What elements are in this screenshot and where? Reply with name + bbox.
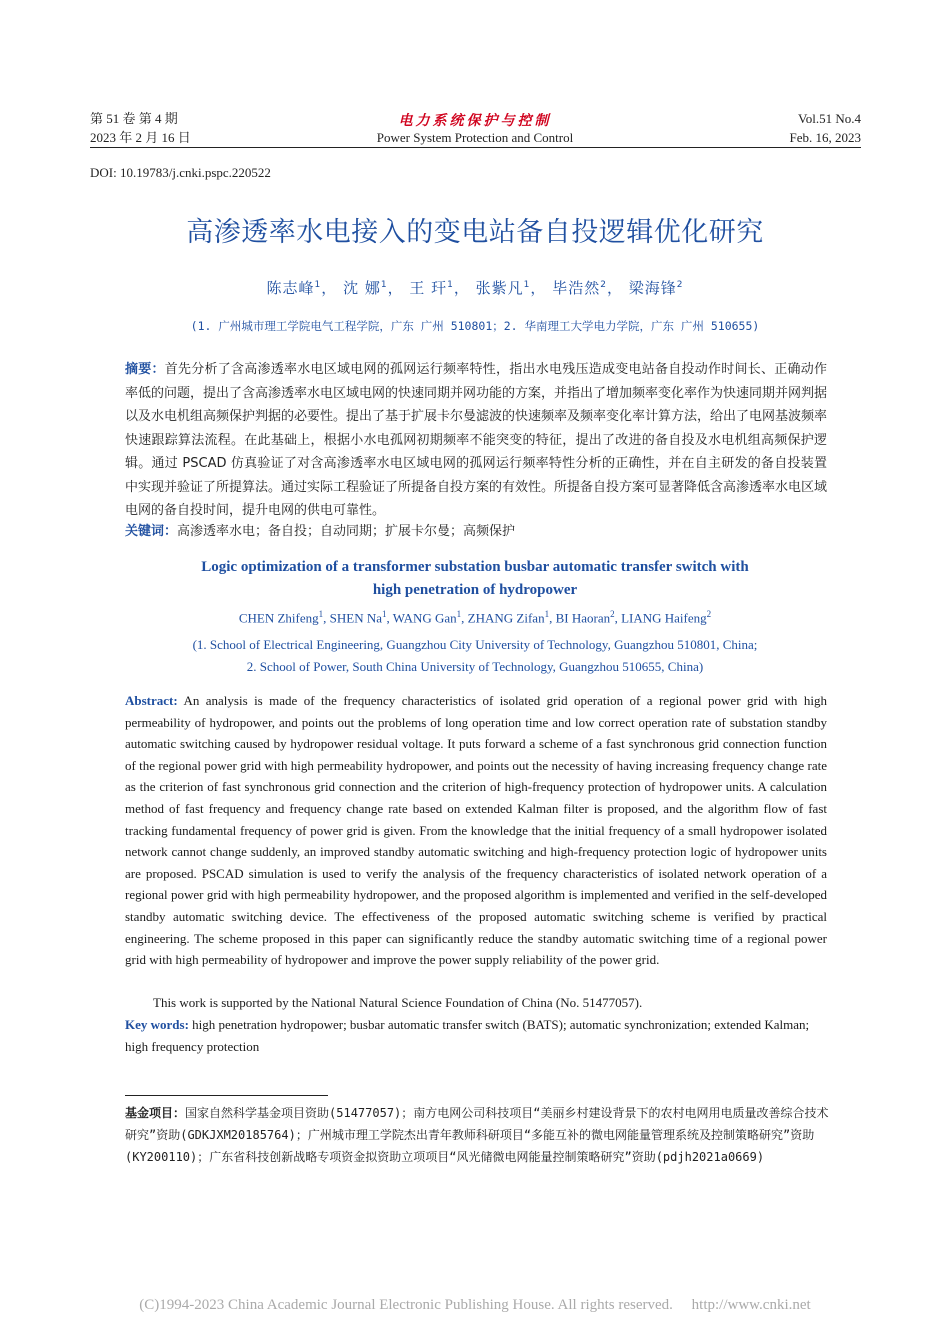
author-en: WANG Gan — [392, 610, 457, 626]
abstract-cn-text: 首先分析了含高渗透率水电区域电网的孤网运行频率特性，指出水电残压造成变电站备自投动作时间长、正确动作率低的问题，提出了含高渗透率水电区域电网的快速同期并网功能的方案，并指出了增加频率变化率作为快速同期并网判据以及水电机组高频保护判据的必要性。提出了基于扩展卡尔曼滤波的快速频率及频率变化率计算方法，给出了电网基波频率快速跟踪算法流程。在此基础上，根据小水电孤网初期频率不能突变的特征，提出了改进的备自投及水电机组高频保护逻辑。通过 PSCAD 仿真验证了对含高渗透率水电区域电网的孤网运行频率特性分析的正确性，并在自主研发的备自投装置中实现并验证了所提算法。通过实际工程验证了所提备自投方案的有效性。所提备自投方案可显著降低含高渗透率水电区域电网的备自投时间，提升电网的供电可靠性。 — [125, 362, 828, 518]
author-en: SHEN Na — [329, 610, 382, 626]
abstract-en — [125, 690, 827, 971]
keywords-en-text: high penetration hydropower; busbar automatic transfer switch (BATS); automatic synchronization; extended Kalman; high frequency protection — [125, 1017, 810, 1054]
funding-footnote-text: 国家自然科学基金项目资助(51477057)；南方电网公司科技项目“美丽乡村建设背景下的农村电网用电质量改善综合技术研究”资助(GDKJXM20185764)；广州城市理工学院杰出青年教师科研项目“多能互补的微电网能量管理系统及控制策略研究”资助(KY200110)；广东省科技创新战略专项资金拟资助立项项目“风光储微电网能量控制策略研究”资助(pdjh2021a0669) — [125, 1106, 829, 1164]
author-cn: 毕浩然 — [552, 279, 601, 297]
author-en: LIANG Haifeng — [621, 610, 707, 626]
paper-title-en-line1: Logic optimization of a transformer substation busbar automatic transfer switch with — [201, 559, 749, 575]
funding-statement-en: This work is supported by the National Natural Science Foundation of China (No. 51477057). — [153, 995, 643, 1010]
abstract-en-label: Abstract: — [125, 693, 178, 708]
abstract-cn — [125, 358, 827, 523]
footnote-rule — [125, 1095, 328, 1096]
header-date-cn: 2023 年 2 月 16 日 — [90, 130, 191, 145]
journal-name-cn: 电力系统保护与控制 — [398, 113, 552, 129]
paper-title-en — [0, 556, 950, 601]
author-list-en: CHEN Zhifeng$^1$, SHEN Na$^1$, WANG Gan$^1$, ZHANG Zifan$^1$, BI Haoran$^2$, LIANG Haifeng$^2$ — [238, 609, 712, 626]
funding-footnote — [125, 1102, 830, 1168]
affiliation-en — [0, 634, 950, 678]
affiliation-en-line1: (1. School of Electrical Engineering, Guangzhou City University of Technology, Guangzhou 510801, China; — [192, 637, 758, 652]
keywords-en — [125, 1014, 827, 1057]
keywords-cn-text: 高渗透率水电；备自投；自动同期；扩展卡尔曼；高频保护 — [177, 524, 516, 539]
keywords-en-label: Key words: — [125, 1017, 189, 1032]
header-vol-no: Vol.51 No.4 — [798, 111, 861, 126]
author-cn: 张紫凡 — [475, 279, 524, 297]
author-list-cn: 陈志峰$^1$， 沈 娜$^1$， 王 玕$^1$， 张紫凡$^1$， 毕浩然$^2$， 梁海锋$^2$ — [266, 279, 684, 297]
doi: DOI: 10.19783/j.cnki.pspc.220522 — [90, 165, 271, 180]
copyright-notice: (C)1994-2023 China Academic Journal Electronic Publishing House. All rights reserved. http://www.cnki.net — [139, 1297, 811, 1313]
author-en: ZHANG Zifan — [467, 610, 545, 626]
header-date-en: Feb. 16, 2023 — [789, 130, 861, 145]
author-cn: 王 玕 — [409, 279, 448, 297]
author-cn: 陈志峰 — [266, 279, 315, 297]
keywords-cn — [125, 520, 827, 544]
abstract-en-text: An analysis is made of the frequency characteristics of isolated grid operation of a regional power grid with high permeability of hydropower, and points out the problems of long operation time and low correct operation rate of substation standby automatic switching caused by hydropower residual voltage. It puts forward a scheme of a fast synchronous grid connection function of the regional power grid with high permeability hydropower, and points out the necessity of having increasing frequency change rate as the criterion of fast synchronous grid connection and the criterion of high-frequency protection of hydropower units. A calculation method of fast frequency and frequency change rate based on extended Kalman filter is proposed, and the algorithm flow of fast tracking fundamental frequency of power grid is given. From the knowledge that the initial frequency of a small hydropower isolated network cannot change suddenly, an improved standby automatic switching and high-frequency protection logic of hydropower units are proposed. PSCAD simulation is used to verify the analysis of the frequency characteristics of isolated network operation of a regional power grid with high permeability hydropower, and the proposed algorithm is implemented and verified in the self-developed standby automatic switching device. The effectiveness of the proposed automatic switching scheme is verified by practical engineering. The scheme proposed in this paper can significantly reduce the standby automatic switching time of a regional power grid with high permeability of hydropower and improve the power supply reliability of the power grid. — [125, 693, 827, 968]
paper-title-cn: 高渗透率水电接入的变电站备自投逻辑优化研究 — [186, 217, 764, 248]
journal-name-en: Power System Protection and Control — [376, 130, 574, 145]
author-en: BI Haoran — [555, 610, 611, 626]
funding-footnote-label: 基金项目： — [125, 1106, 186, 1120]
paper-title-en-line2: high penetration of hydropower — [372, 581, 578, 598]
affiliation-en-line2: 2. School of Power, South China University of Technology, Guangzhou 510655, China) — [246, 659, 704, 674]
author-cn: 梁海锋 — [628, 279, 677, 297]
author-cn: 沈 娜 — [343, 279, 381, 297]
author-en: CHEN Zhifeng — [238, 610, 319, 626]
keywords-cn-label: 关键词： — [125, 524, 178, 539]
abstract-cn-label: 摘要： — [125, 362, 165, 377]
affiliation-cn: (1. 广州城市理工学院电气工程学院，广东 广州 510801；2. 华南理工大学电力学院，广东 广州 510655) — [190, 319, 760, 333]
header-volume-issue: 第 51 卷 第 4 期 — [90, 111, 178, 126]
header-rule — [90, 147, 861, 148]
